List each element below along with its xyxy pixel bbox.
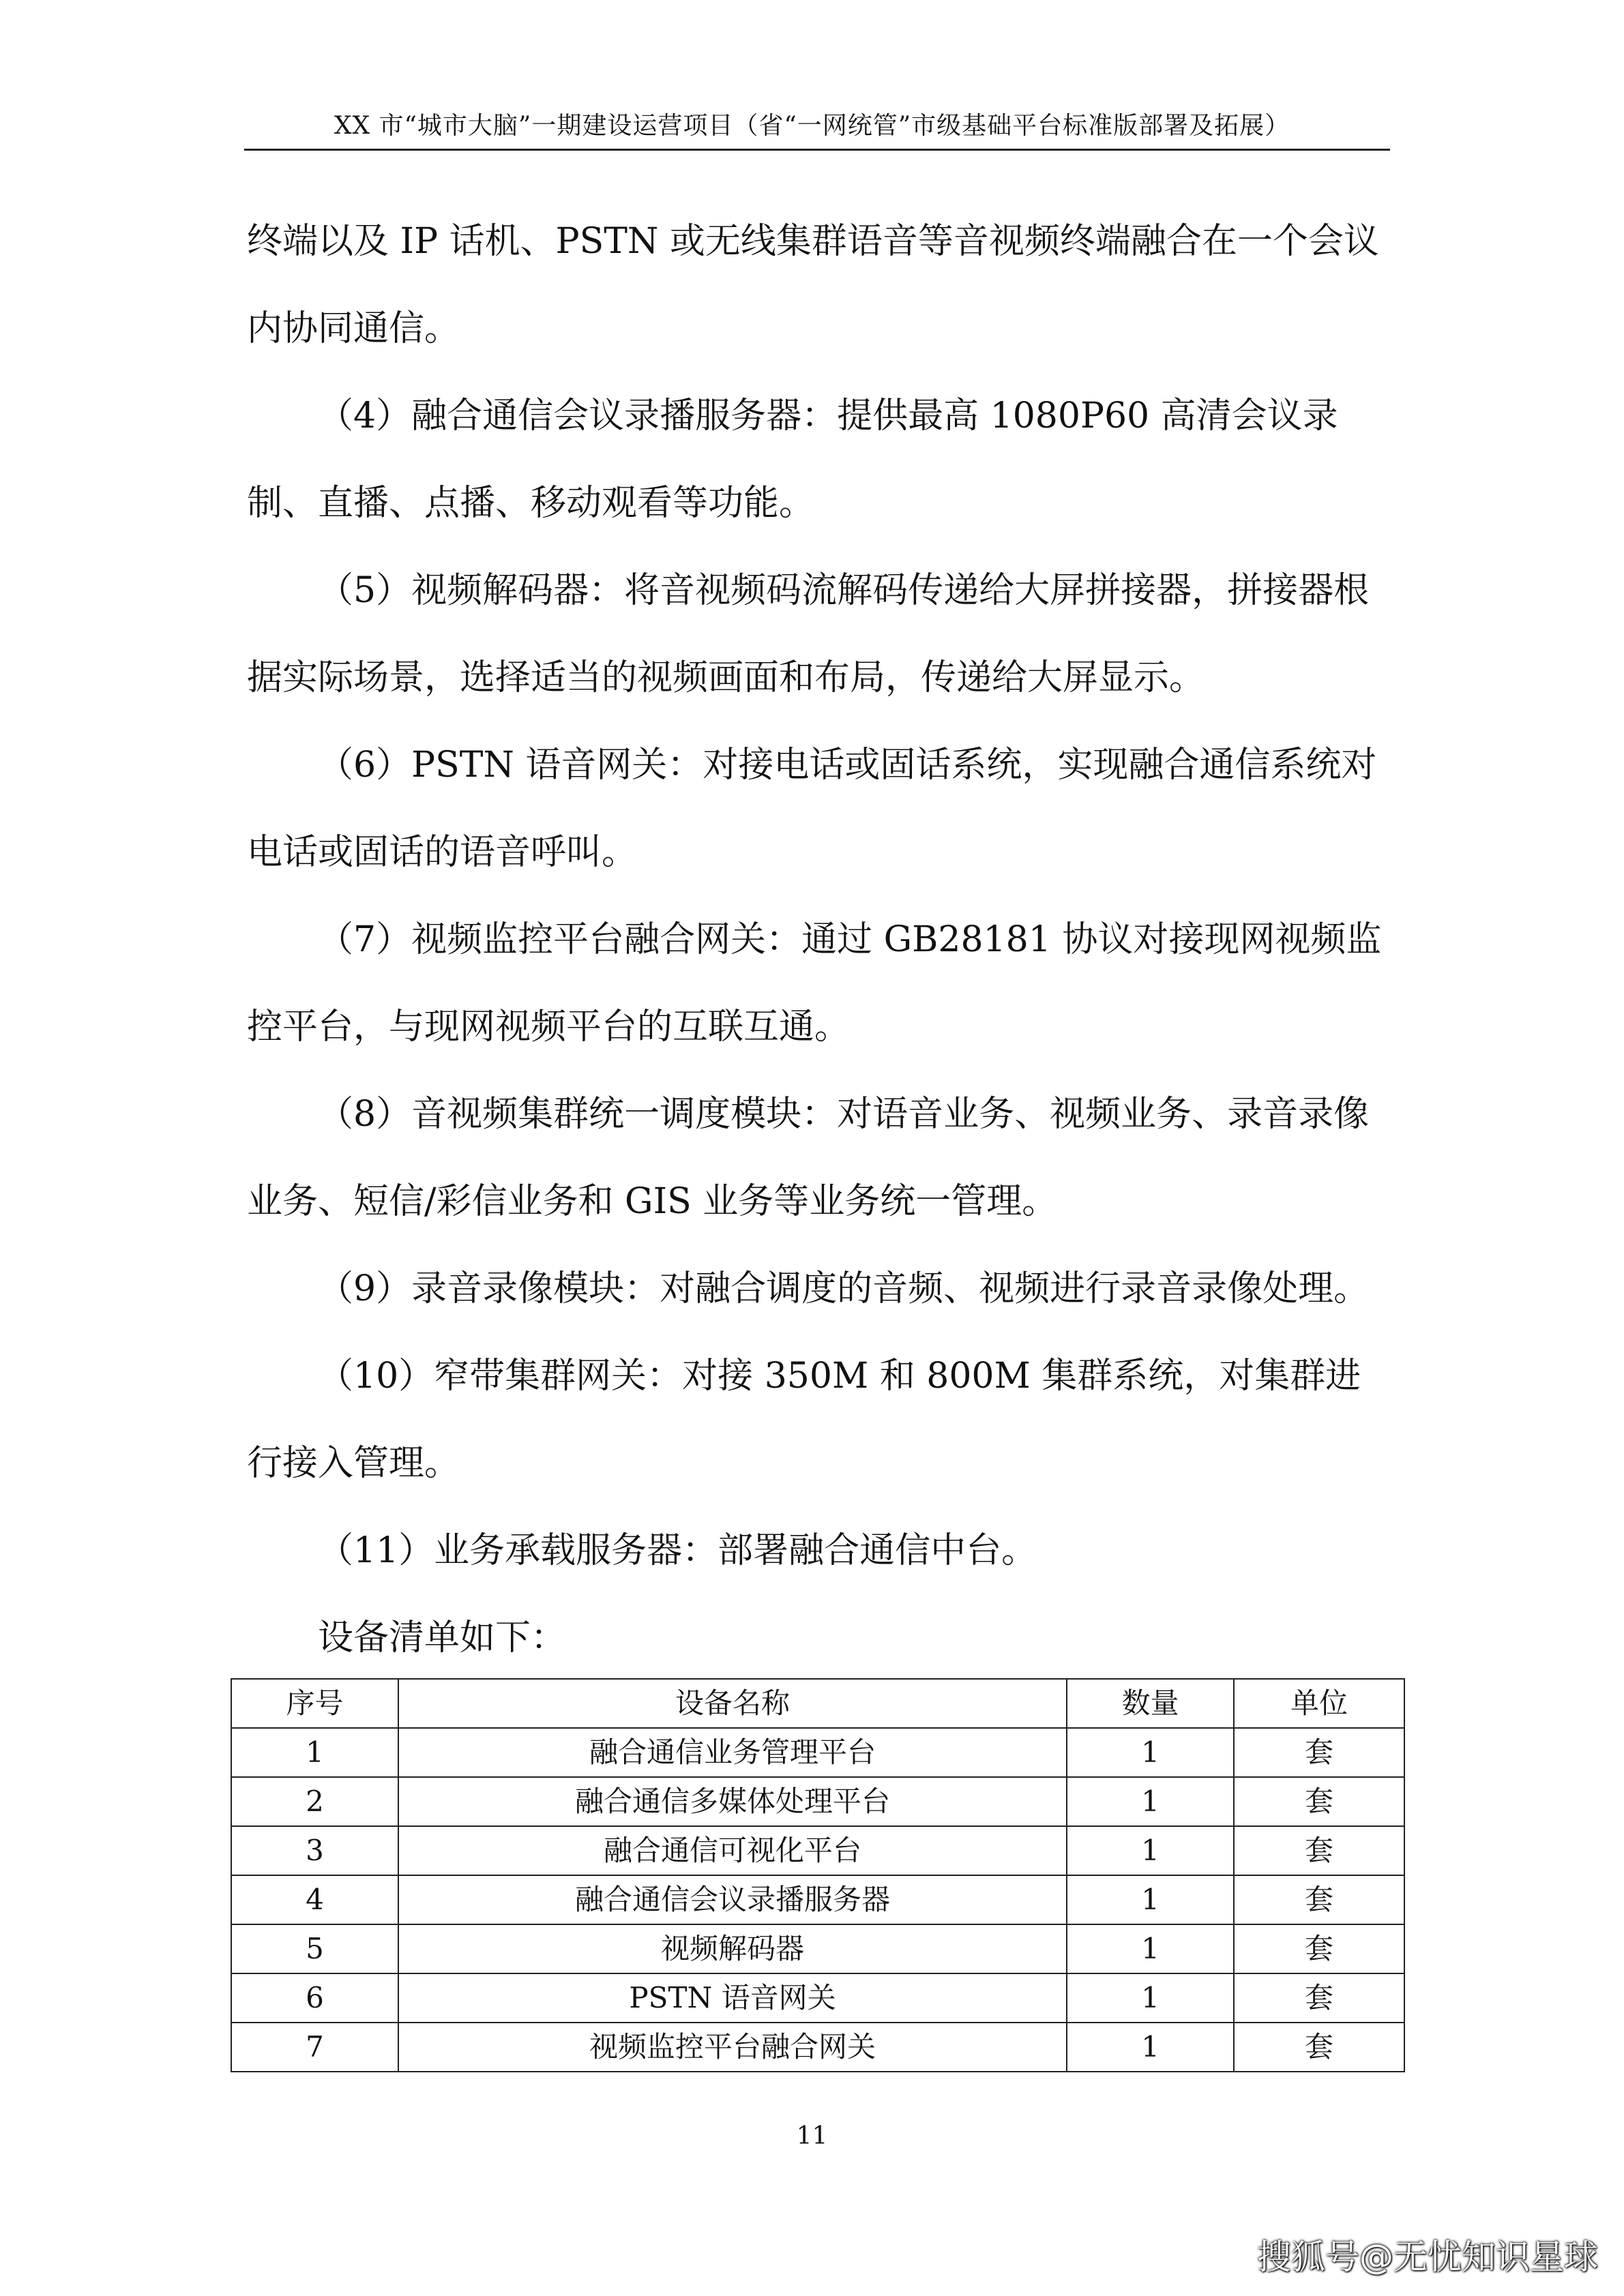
paragraph-item-5: （5）视频解码器：将音视频码流解码传递给大屏拼接器，拼接器根据实际场景，选择适当的视频画面和布局，传递给大屏显示。 — [247, 570, 1370, 698]
table-header-row — [231, 1679, 1404, 1728]
cell-quantity: 1 — [1067, 1924, 1234, 1973]
document-body — [247, 198, 1393, 1682]
cell-index: 3 — [231, 1826, 398, 1875]
header-quantity: 数量 — [1067, 1679, 1234, 1728]
cell-unit: 套 — [1234, 1826, 1404, 1875]
paragraph-item-4: （4）融合通信会议录播服务器：提供最高 1080P60 高清会议录制、直播、点播、移动观看等功能。 — [247, 396, 1338, 524]
paragraph-continuation: 终端以及 IP 话机、PSTN 或无线集群语音等音视频终端融合在一个会议内协同通信。 — [247, 221, 1379, 349]
cell-unit: 套 — [1234, 1777, 1404, 1826]
cell-quantity: 1 — [1067, 2023, 1234, 2072]
equipment-list-intro: 设备清单如下： — [318, 1617, 567, 1658]
cell-device-name: PSTN 语音网关 — [398, 1973, 1067, 2023]
cell-unit: 套 — [1234, 1875, 1404, 1924]
table-row — [231, 2023, 1404, 2072]
paragraph-item-11: （11）业务承载服务器：部署融合通信中台。 — [318, 1530, 1037, 1571]
cell-quantity: 1 — [1067, 1728, 1234, 1777]
cell-device-name: 视频监控平台融合网关 — [398, 2023, 1067, 2072]
table-row — [231, 1826, 1404, 1875]
header-index: 序号 — [231, 1679, 398, 1728]
equipment-table — [231, 1678, 1405, 2072]
cell-device-name: 融合通信会议录播服务器 — [398, 1875, 1067, 1924]
cell-index: 7 — [231, 2023, 398, 2072]
cell-index: 6 — [231, 1973, 398, 2023]
cell-quantity: 1 — [1067, 1973, 1234, 2023]
paragraph-item-9: （9）录音录像模块：对融合调度的音频、视频进行录音录像处理。 — [318, 1268, 1370, 1309]
cell-unit: 套 — [1234, 1728, 1404, 1777]
header-divider — [244, 149, 1390, 151]
header-unit: 单位 — [1234, 1679, 1404, 1728]
paragraph-item-6: （6）PSTN 语音网关：对接电话或固话系统，实现融合通信系统对电话或固话的语音呼叫。 — [247, 745, 1377, 873]
table-row — [231, 1875, 1404, 1924]
cell-device-name: 融合通信业务管理平台 — [398, 1728, 1067, 1777]
table-row — [231, 1924, 1404, 1973]
cell-quantity: 1 — [1067, 1826, 1234, 1875]
cell-index: 4 — [231, 1875, 398, 1924]
cell-unit: 套 — [1234, 2023, 1404, 2072]
cell-unit: 套 — [1234, 1973, 1404, 2023]
cell-index: 5 — [231, 1924, 398, 1973]
cell-device-name: 融合通信多媒体处理平台 — [398, 1777, 1067, 1826]
paragraph-item-8: （8）音视频集群统一调度模块：对语音业务、视频业务、录音录像业务、短信/彩信业务和 GIS 业务等业务统一管理。 — [247, 1094, 1370, 1222]
cell-device-name: 视频解码器 — [398, 1924, 1067, 1973]
paragraph-item-7: （7）视频监控平台融合网关：通过 GB28181 协议对接现网视频监控平台，与现网视频平台的互联互通。 — [247, 919, 1382, 1047]
header-device-name: 设备名称 — [398, 1679, 1067, 1728]
page-number: 11 — [796, 2122, 828, 2150]
cell-index: 1 — [231, 1728, 398, 1777]
paragraph-item-10: （10）窄带集群网关：对接 350M 和 800M 集群系统，对集群进行接入管理。 — [247, 1356, 1361, 1484]
cell-device-name: 融合通信可视化平台 — [398, 1826, 1067, 1875]
cell-quantity: 1 — [1067, 1777, 1234, 1826]
table-row — [231, 1777, 1404, 1826]
cell-index: 2 — [231, 1777, 398, 1826]
cell-quantity: 1 — [1067, 1875, 1234, 1924]
watermark-text: 搜狐号@无忧知识星球 — [1257, 2237, 1598, 2277]
table-row — [231, 1728, 1404, 1777]
page-header: XX 市“城市大脑”一期建设运营项目（省“一网统管”市级基础平台标准版部署及拓展） — [334, 112, 1290, 140]
table-row — [231, 1973, 1404, 2023]
cell-unit: 套 — [1234, 1924, 1404, 1973]
